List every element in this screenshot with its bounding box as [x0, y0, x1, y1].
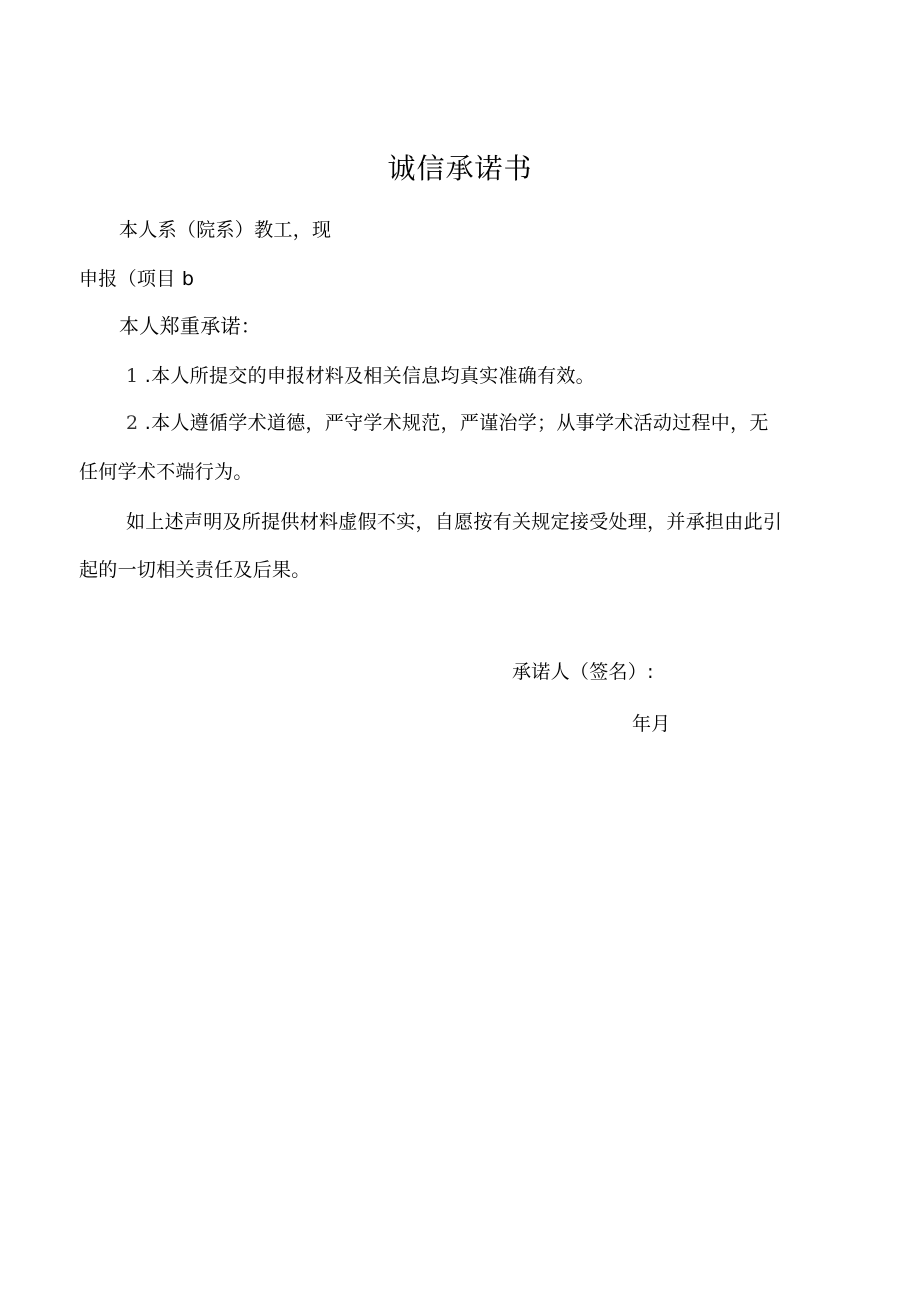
- page-title: 诚信承诺书: [387, 152, 533, 185]
- project-line: 申报（项目 b: [79, 268, 195, 290]
- pledge-item-2: [126, 411, 769, 435]
- pledge-item-2-number: 2: [126, 412, 139, 434]
- pledge-intro: 本人郑重承诺：: [119, 314, 262, 338]
- declarant-line: 本人系（院系）教工，现: [119, 219, 332, 241]
- closing-paragraph-continuation: 起的一切相关责任及后果。: [79, 559, 311, 581]
- closing-paragraph: 如上述声明及所提供材料虚假不实，自愿按有关规定接受处理，并承担由此引: [126, 511, 783, 533]
- pledge-item-2-text: .本人遵循学术道德，严守学术规范，严谨治学；从事学术活动过程中，无: [144, 412, 769, 434]
- pledge-item-1-text: .本人所提交的申报材料及相关信息均真实准确有效。: [144, 365, 595, 387]
- pledge-item-1-number: 1: [126, 365, 139, 387]
- signature-label: 承诺人（签名）:: [512, 661, 654, 683]
- date-label: 年月: [632, 713, 671, 735]
- pledge-item-2-continuation: 任何学术不端行为。: [79, 461, 253, 483]
- pledge-item-1: [126, 364, 595, 388]
